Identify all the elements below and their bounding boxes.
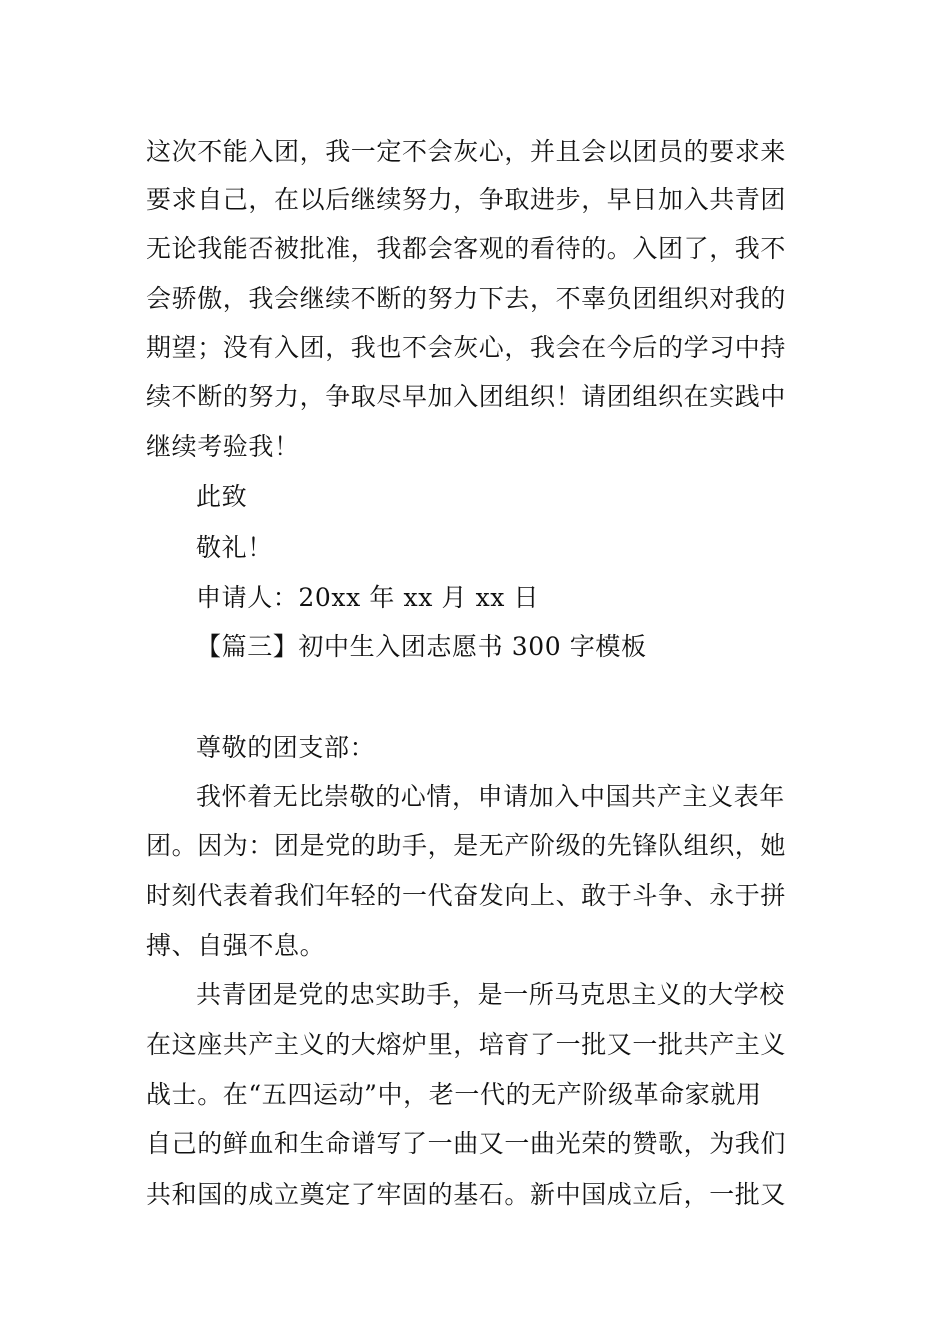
paragraph-line: 战士。在“五四运动”中，老一代的无产阶级革命家就用 [146, 1080, 762, 1109]
applicant-signature: 申请人：20xx 年 xx 月 xx 日 [196, 583, 540, 612]
paragraph-line: 在这座共产主义的大熔炉里，培育了一批又一批共产主义 [146, 1030, 787, 1059]
paragraph-line: 会骄傲，我会继续不断的努力下去，不辜负团组织对我的 [146, 284, 787, 313]
paragraph-line: 自己的鲜血和生命谱写了一曲又一曲光荣的赞歌，为我们 [146, 1129, 787, 1158]
paragraph-line: 要求自己，在以后继续努力，争取进步，早日加入共青团 [146, 185, 787, 214]
closing-salute: 敬礼！ [196, 533, 273, 562]
closing-regards: 此致 [196, 482, 248, 511]
paragraph-line: 搏、自强不息。 [146, 931, 326, 960]
section-title: 【篇三】初中生入团志愿书 300 字模板 [196, 632, 647, 661]
paragraph-line: 继续考验我！ [146, 432, 300, 461]
paragraph-line: 时刻代表着我们年轻的一代奋发向上、敢于斗争、永于拼 [146, 881, 787, 910]
paragraph-line: 我怀着无比崇敬的心情，申请加入中国共产主义表年 [196, 782, 785, 811]
paragraph-line: 续不断的努力，争取尽早加入团组织！请团组织在实践中 [146, 382, 787, 411]
paragraph-line: 无论我能否被批准，我都会客观的看待的。入团了，我不 [146, 234, 787, 263]
paragraph-line: 期望；没有入团，我也不会灰心，我会在今后的学习中持 [146, 333, 787, 362]
paragraph-line: 共青团是党的忠实助手，是一所马克思主义的大学校 [196, 980, 785, 1009]
salutation: 尊敬的团支部： [196, 733, 376, 762]
paragraph-line: 共和国的成立奠定了牢固的基石。新中国成立后，一批又 [146, 1180, 787, 1209]
paragraph-line: 团。因为：团是党的助手，是无产阶级的先锋队组织，她 [146, 831, 787, 860]
paragraph-line: 这次不能入团，我一定不会灰心，并且会以团员的要求来 [146, 137, 787, 166]
